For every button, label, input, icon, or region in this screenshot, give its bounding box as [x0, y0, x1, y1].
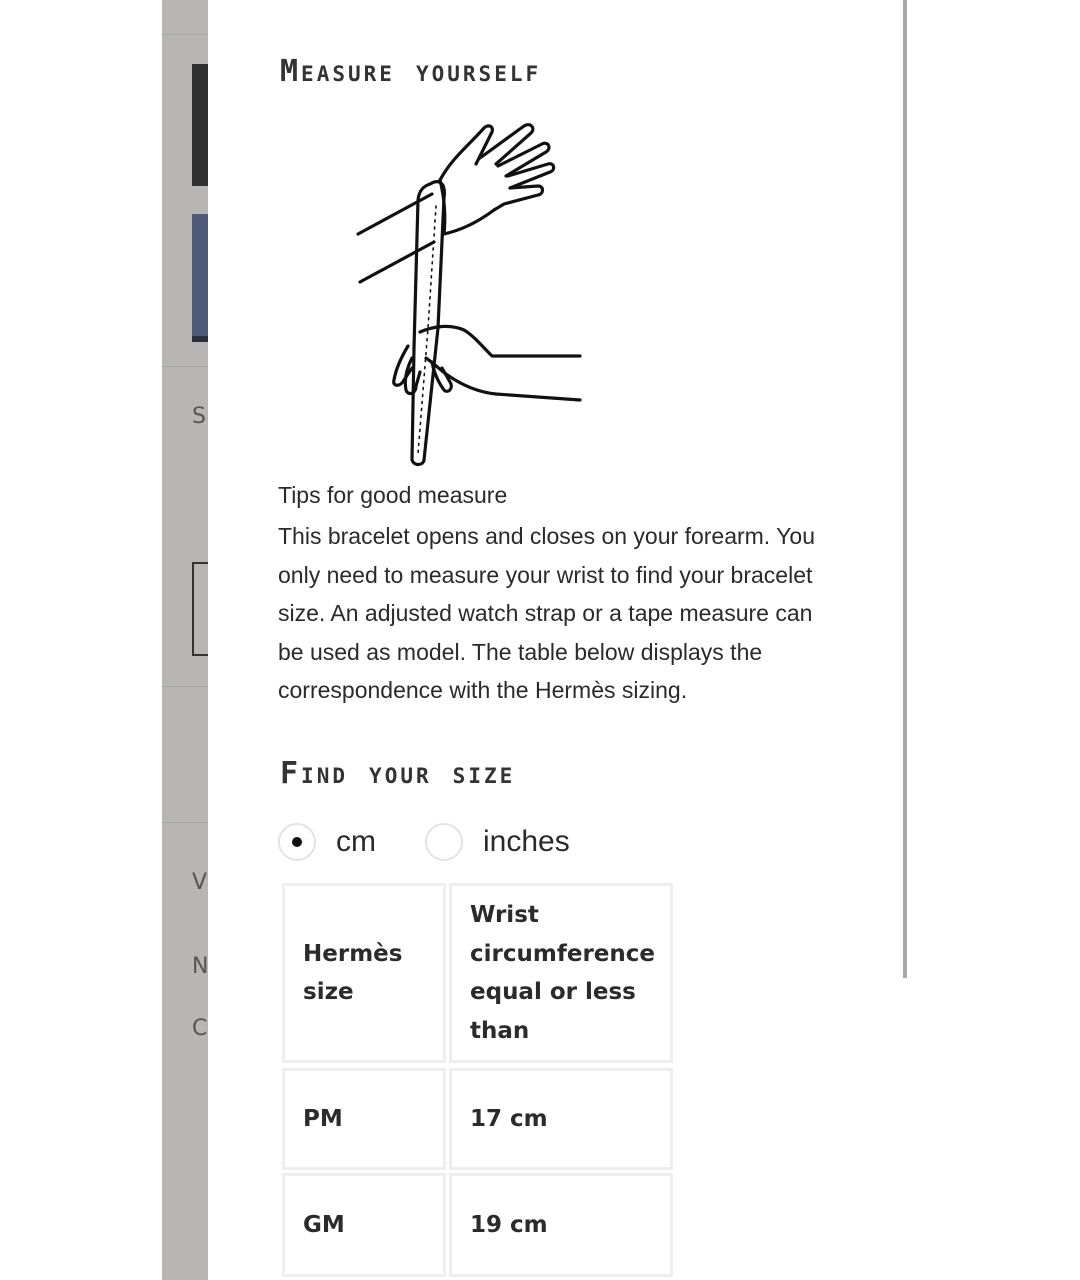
table-cell-circumference [449, 1173, 673, 1277]
bg-divider [162, 822, 208, 823]
tips-title: Tips for good measure [278, 482, 508, 508]
unit-label-cm: cm [336, 825, 376, 858]
bg-product-thumbnail [192, 214, 208, 342]
unit-option-cm[interactable] [278, 820, 376, 864]
table-header-cell [282, 883, 446, 1063]
bg-product-thumbnail [192, 64, 208, 186]
table-cell-size [282, 1068, 446, 1170]
size-value: GM [303, 1211, 345, 1238]
scroll-divider [903, 0, 907, 978]
find-your-size-title: Find your size [280, 756, 516, 791]
unit-option-inches[interactable] [425, 820, 570, 864]
bg-divider [162, 34, 208, 35]
cm-radio[interactable] [278, 823, 316, 861]
circumference-value: 19 cm [470, 1211, 548, 1238]
bg-text-fragment: C [192, 1016, 208, 1041]
background-page-strip [162, 0, 208, 1280]
bg-text-fragment: N [192, 954, 208, 979]
tips-description: This bracelet opens and closes on your forearm. You only need to measure your wrist to find your bracelet size. An adjusted watch strap or a tape measure can be used as model. The table below displays the correspondence with the Hermès sizing. [278, 523, 815, 704]
table-cell-circumference [449, 1068, 673, 1170]
table-header-cell [449, 883, 673, 1063]
size-value: PM [303, 1105, 343, 1132]
bg-divider [162, 686, 208, 687]
bg-select-box [192, 562, 208, 656]
table-cell-size [282, 1173, 446, 1277]
header-hermes-size: Hermès size [303, 940, 403, 1005]
wrist-measuring-tape-illustration-icon [348, 118, 588, 470]
radio-selected-dot [292, 837, 302, 847]
bg-divider [162, 366, 208, 367]
circumference-value: 17 cm [470, 1105, 548, 1132]
bg-text-fragment: S [192, 404, 206, 429]
header-wrist-circumference: Wrist circumference equal or less than [470, 902, 655, 1044]
bg-text-fragment: V [192, 870, 208, 895]
measure-yourself-title: Measure yourself [280, 54, 542, 89]
unit-label-inches: inches [483, 825, 570, 858]
inches-radio[interactable] [425, 823, 463, 861]
bg-thumbnail-edge [192, 336, 208, 342]
